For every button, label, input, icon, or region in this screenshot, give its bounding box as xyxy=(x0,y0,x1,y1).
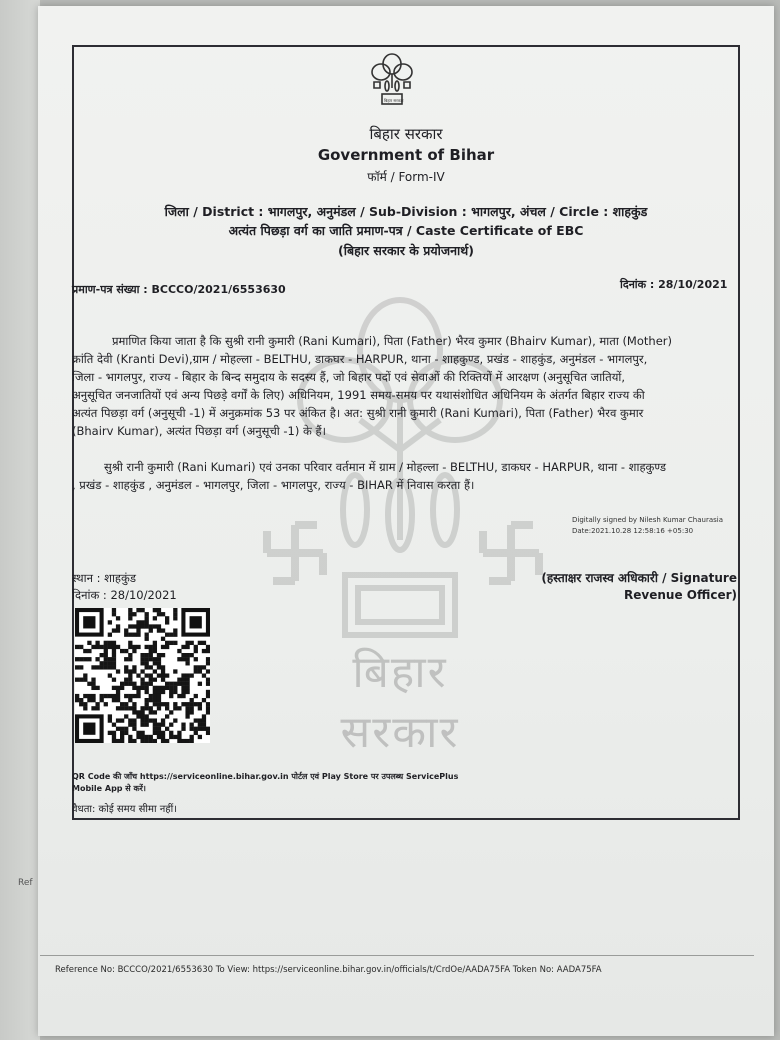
validity-note: वैधता: कोई समय सीमा नहीं। xyxy=(72,804,177,815)
paragraph1-line: क्रांति देवी (Kranti Devi),ग्राम / मोहल्ला - BELTHU, डाकघर - HARPUR, थाना - शाहकुण्ड, प्रखंड - शाहकुंड, अनुमंडल - भागलपुर, xyxy=(72,352,648,366)
certificate-paragraph-1 xyxy=(72,332,740,440)
qr-note-line2: Mobile App से करें। xyxy=(72,784,146,793)
qr-code-icon xyxy=(75,608,210,743)
purpose-line: (बिहार सरकार के प्रयोजनार्थ) xyxy=(338,243,474,258)
paragraph1-line: जिला - भागलपुर, राज्य - बिहार के बिन्द समुदाय के सदस्य हैं, जो बिहार पदों एवं सेवाओं की रिक्तियों में आरक्षण (अनुसूचित जातियों, xyxy=(72,370,626,384)
paragraph2-line: , प्रखंड - शाहकुंड , अनुमंडल - भागलपुर, जिला - भागलपुर, राज्य - BIHAR में निवास करता हैं। xyxy=(72,478,475,492)
certificate-number: प्रमाण-पत्र संख्या : BCCCO/2021/6553630 xyxy=(72,283,286,296)
digital-signature-date: Date:2021.10.28 12:58:16 +05:30 xyxy=(572,527,694,535)
form-label: फॉर्म / Form-IV xyxy=(367,170,445,184)
place-line: स्थान : शाहकुंड xyxy=(72,571,137,585)
margin-fragment: Ref xyxy=(18,878,33,888)
gov-hindi-title: बिहार सरकार xyxy=(369,125,443,143)
swastika-left-watermark-icon xyxy=(262,520,328,586)
certificate-title: अत्यंत पिछड़ा वर्ग का जाति प्रमाण-पत्र / Caste Certificate of EBC xyxy=(228,223,584,238)
digital-signature-name: Digitally signed by Nilesh Kumar Chaurasia xyxy=(572,516,724,524)
emblem-caption: बिहार सरकार xyxy=(384,98,404,103)
watermark-text: बिहार सरकार xyxy=(340,647,460,758)
issue-date: दिनांक : 28/10/2021 xyxy=(620,278,728,291)
paragraph2-line: सुश्री रानी कुमारी (Rani Kumari) एवं उनका परिवार वर्तमान में ग्राम / मोहल्ला - BELTHU, डाकघर - HARPUR, थाना - शाहकुण्ड xyxy=(104,460,667,474)
gov-english-title: Government of Bihar xyxy=(317,146,495,164)
certificate-paragraph-2 xyxy=(72,458,740,494)
reference-line: Reference No: BCCCO/2021/6553630 To View: https://serviceonline.bihar.gov.in/officials/t/CrdOe/AADA75FA Token No: AADA75FA xyxy=(55,965,602,975)
paragraph1-line: अनुसूचित जनजातियों एवं अन्य पिछड़े वर्गों के लिए) अधिनियम, 1991 समय-समय पर यथासंशोधित अधिनियम के अंतर्गत बिहार राज्य की xyxy=(72,388,645,402)
location-line: जिला / District : भागलपुर, अनुमंडल / Sub-Division : भागलपुर, अंचल / Circle : शाहकुंड xyxy=(164,204,648,219)
paragraph1-line: अत्यंत पिछड़ा वर्ग (अनुसूची -1) में अनुक्रमांक 53 पर अंकित है। अत: सुश्री रानी कुमारी (Rani Kumari), पिता (Father) भैरव कुमार xyxy=(72,406,644,420)
paragraph1-line: प्रमाणित किया जाता है कि सुश्री रानी कुमारी (Rani Kumari), पिता (Father) भैरव कुमार (Bhairv Kumar), माता (Mother) xyxy=(112,334,672,348)
paragraph1-line: (Bhairv Kumar), अत्यंत पिछड़ा वर्ग (अनुसूची -1) के हैं। xyxy=(72,424,326,438)
signature-title-line1: (हस्ताक्षर राजस्व अधिकारी / Signature xyxy=(541,571,737,585)
qr-note-line1: QR Code की जाँच https://serviceonline.bihar.gov.in पोर्टल एवं Play Store पर उपलब्ध ServicePlus xyxy=(72,772,459,781)
footer-divider xyxy=(40,955,754,956)
qr-code xyxy=(75,608,210,743)
signature-title-line2: Revenue Officer) xyxy=(624,588,737,602)
place-date-line: दिनांक : 28/10/2021 xyxy=(72,588,177,602)
